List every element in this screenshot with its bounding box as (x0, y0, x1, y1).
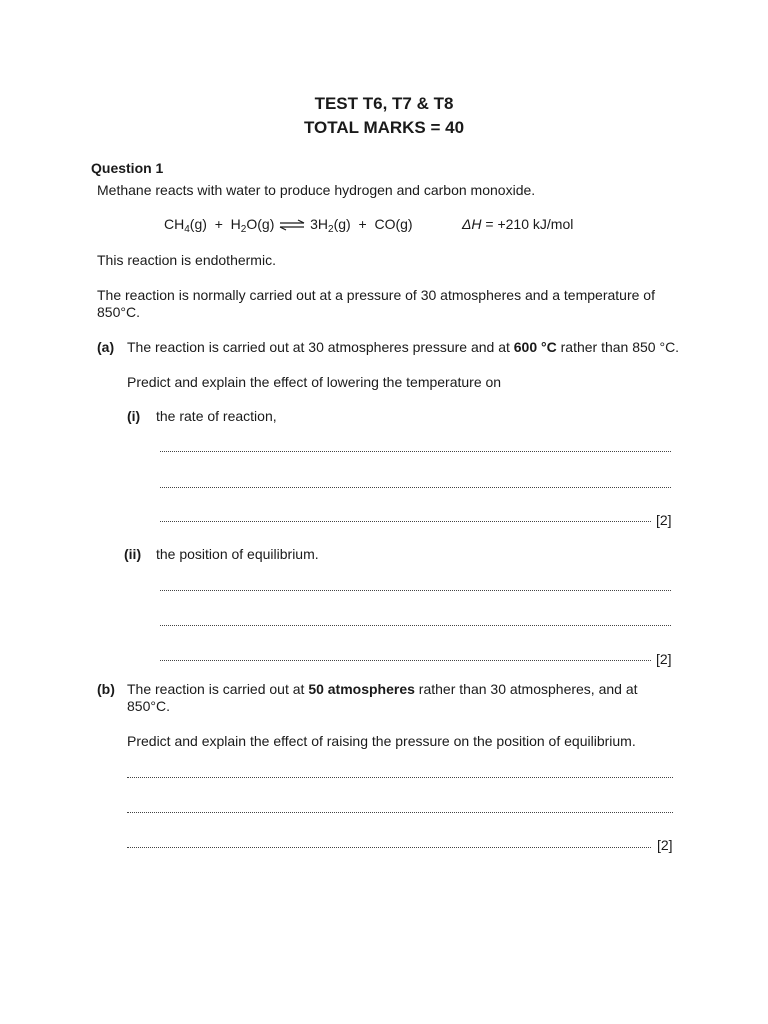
endothermic-statement: This reaction is endothermic. (97, 252, 276, 268)
part-a-ii-text: the position of equilibrium. (156, 546, 319, 562)
answer-line[interactable] (160, 520, 651, 522)
eq-plus: + (358, 216, 367, 232)
part-a-label: (a) (97, 339, 115, 355)
part-a-i-text: the rate of reaction, (156, 408, 277, 424)
conditions-line-1: The reaction is normally carried out at a pressure of 30 atmospheres and a temperature of (97, 287, 655, 303)
conditions-line-2: 850°C. (97, 304, 140, 320)
answer-line[interactable] (160, 450, 671, 452)
answer-line[interactable] (160, 624, 671, 626)
answer-line[interactable] (160, 589, 671, 591)
part-b-text: The reaction is carried out at 50 atmospheres rather than 30 atmospheres, and at (127, 681, 638, 697)
part-a-prompt: Predict and explain the effect of lowering the temperature on (127, 374, 502, 390)
answer-line[interactable] (127, 811, 673, 813)
eq-hydrogen: $3H_2(g)$ (310, 216, 351, 235)
answer-line[interactable] (160, 486, 671, 488)
part-a-i-label: (i) (127, 408, 141, 424)
part-a-text: The reaction is carried out at 30 atmospheres pressure and at 600 °C rather than 850 °C. (127, 339, 680, 355)
part-b-line-2: 850°C. (127, 698, 170, 714)
eq-plus: + (214, 216, 223, 232)
part-b-prompt: Predict and explain the effect of raising the pressure on the position of equilibrium. (127, 733, 636, 749)
answer-line[interactable] (160, 659, 651, 661)
chemical-equation (164, 216, 413, 235)
mark-allocation: [2] (656, 512, 672, 528)
equilibrium-arrow-icon (278, 219, 306, 231)
eq-water: $H_2O(g)$ (230, 216, 275, 235)
title-line-1: TEST T6, T7 & T8 (314, 94, 454, 113)
enthalpy-change: ΔH = +210 kJ/mol (462, 216, 574, 232)
part-b-label: (b) (97, 681, 115, 697)
question-heading: Question 1 (91, 160, 164, 176)
mark-allocation: [2] (657, 837, 673, 853)
answer-line[interactable] (127, 846, 651, 848)
eq-methane: $CH_4(g)$ (164, 216, 207, 235)
part-a-ii-label: (ii) (124, 546, 142, 562)
eq-carbon-monoxide: CO(g) (374, 216, 413, 232)
question-intro: Methane reacts with water to produce hydrogen and carbon monoxide. (97, 182, 536, 198)
title-line-2: TOTAL MARKS = 40 (303, 118, 465, 137)
mark-allocation: [2] (656, 651, 672, 667)
answer-line[interactable] (127, 776, 673, 778)
